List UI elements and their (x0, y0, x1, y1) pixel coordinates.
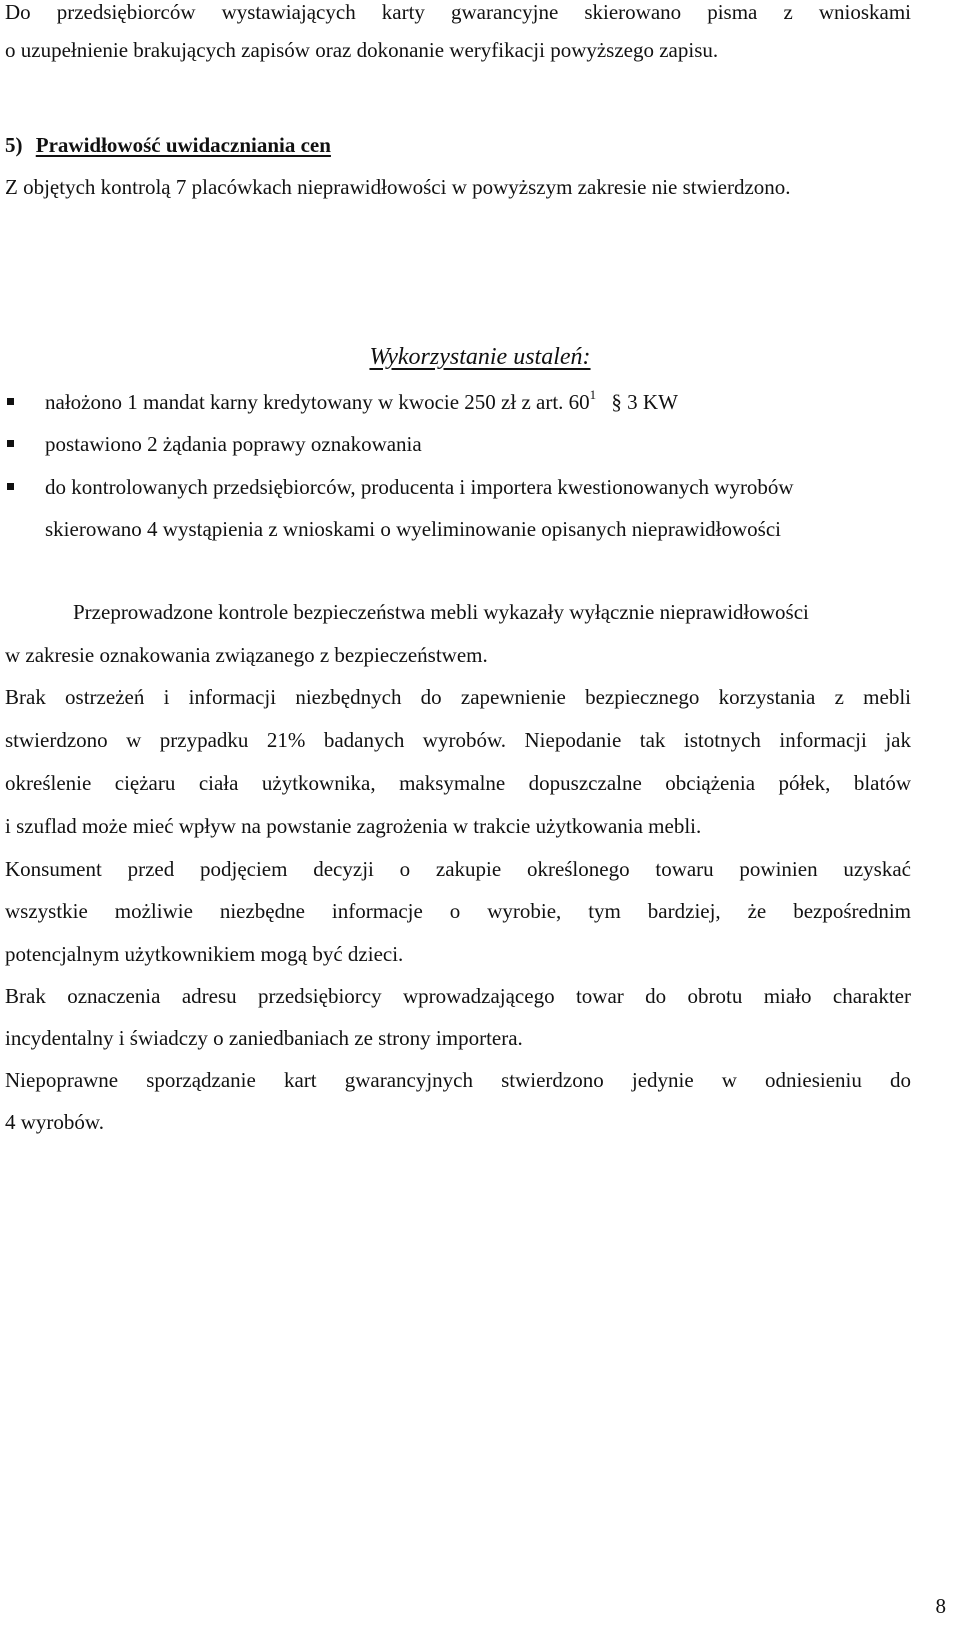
summary-p2-line-1: Brak ostrzeżeń i informacji niezbędnych do zapewnienie bezpiecznego korzystania z mebli (5, 685, 911, 709)
summary-p1-line-2: w zakresie oznakowania związanego z bezpieczeństwem. (5, 643, 488, 667)
section-5-title: Prawidłowość uwidaczniania cen (35, 133, 331, 157)
summary-p4-line-1: Brak oznaczenia adresu przedsiębiorcy wprowadzającego towar do obrotu miało charakter (5, 984, 911, 1008)
summary-p4-line-2: incydentalny i świadczy o zaniedbaniach ze strony importera. (5, 1026, 523, 1050)
intro-line-1: Do przedsiębiorców wystawiających karty gwarancyjne skierowano pisma z wnioskami (5, 0, 911, 24)
intro-line-2: o uzupełnienie brakujących zapisów oraz dokonanie weryfikacji powyższego zapisu. (5, 38, 719, 62)
summary-p2-line-2: stwierdzono w przypadku 21% badanych wyrobów. Niepodanie tak istotnych informacji jak (5, 728, 911, 752)
page-number: 8 (935, 1594, 946, 1618)
bullet-item-requests-line-1: do kontrolowanych przedsiębiorców, producenta i importera kwestionowanych wyrobów (45, 475, 794, 499)
summary-p5-line-2: 4 wyrobów. (5, 1110, 104, 1134)
summary-p5-line-1: Niepoprawne sporządzanie kart gwarancyjnych stwierdzono jedynie w odniesieniu do (5, 1068, 911, 1092)
summary-p2-line-4: i szuflad może mieć wpływ na powstanie zagrożenia w trakcie użytkowania mebli. (5, 814, 702, 838)
section-5-body: Z objętych kontrolą 7 placówkach nieprawidłowości w powyższym zakresie nie stwierdzono. (5, 175, 791, 199)
summary-p3-line-2: wszystkie możliwie niezbędne informacje o wyrobie, tym bardziej, że bezpośrednim (5, 899, 911, 923)
summary-p3-line-3: potencjalnym użytkownikiem mogą być dzieci. (5, 942, 404, 966)
section-5-number: 5) (5, 133, 23, 157)
section-5-heading (5, 133, 331, 157)
superscript: 1 (589, 387, 597, 402)
bullet-item-mandate (45, 387, 678, 414)
summary-p3-line-1: Konsument przed podjęciem decyzji o zakupie określonego towaru powinien uzyskać (5, 857, 911, 881)
summary-p1-line-1: Przeprowadzone kontrole bezpieczeństwa mebli wykazały wyłącznie nieprawidłowości (73, 600, 809, 624)
bullet-icon (7, 398, 14, 405)
findings-heading: Wykorzystanie ustaleń: (369, 344, 591, 370)
bullet-item-requests-line-2: skierowano 4 wystąpienia z wnioskami o wyeliminowanie opisanych nieprawidłowości (45, 517, 782, 541)
bullet-icon (7, 440, 14, 447)
bullet-item-mandate-text: nałożono 1 mandat karny kredytowany w kwocie 250 zł z art. 60 (45, 390, 590, 414)
bullet-icon (7, 483, 14, 490)
bullet-item-mandate-tail: § 3 KW (611, 390, 678, 414)
summary-p2-line-3: określenie ciężaru ciała użytkownika, maksymalne dopuszczalne obciążenia półek, blatów (5, 771, 911, 795)
bullet-item-labeling: postawiono 2 żądania poprawy oznakowania (45, 432, 422, 456)
